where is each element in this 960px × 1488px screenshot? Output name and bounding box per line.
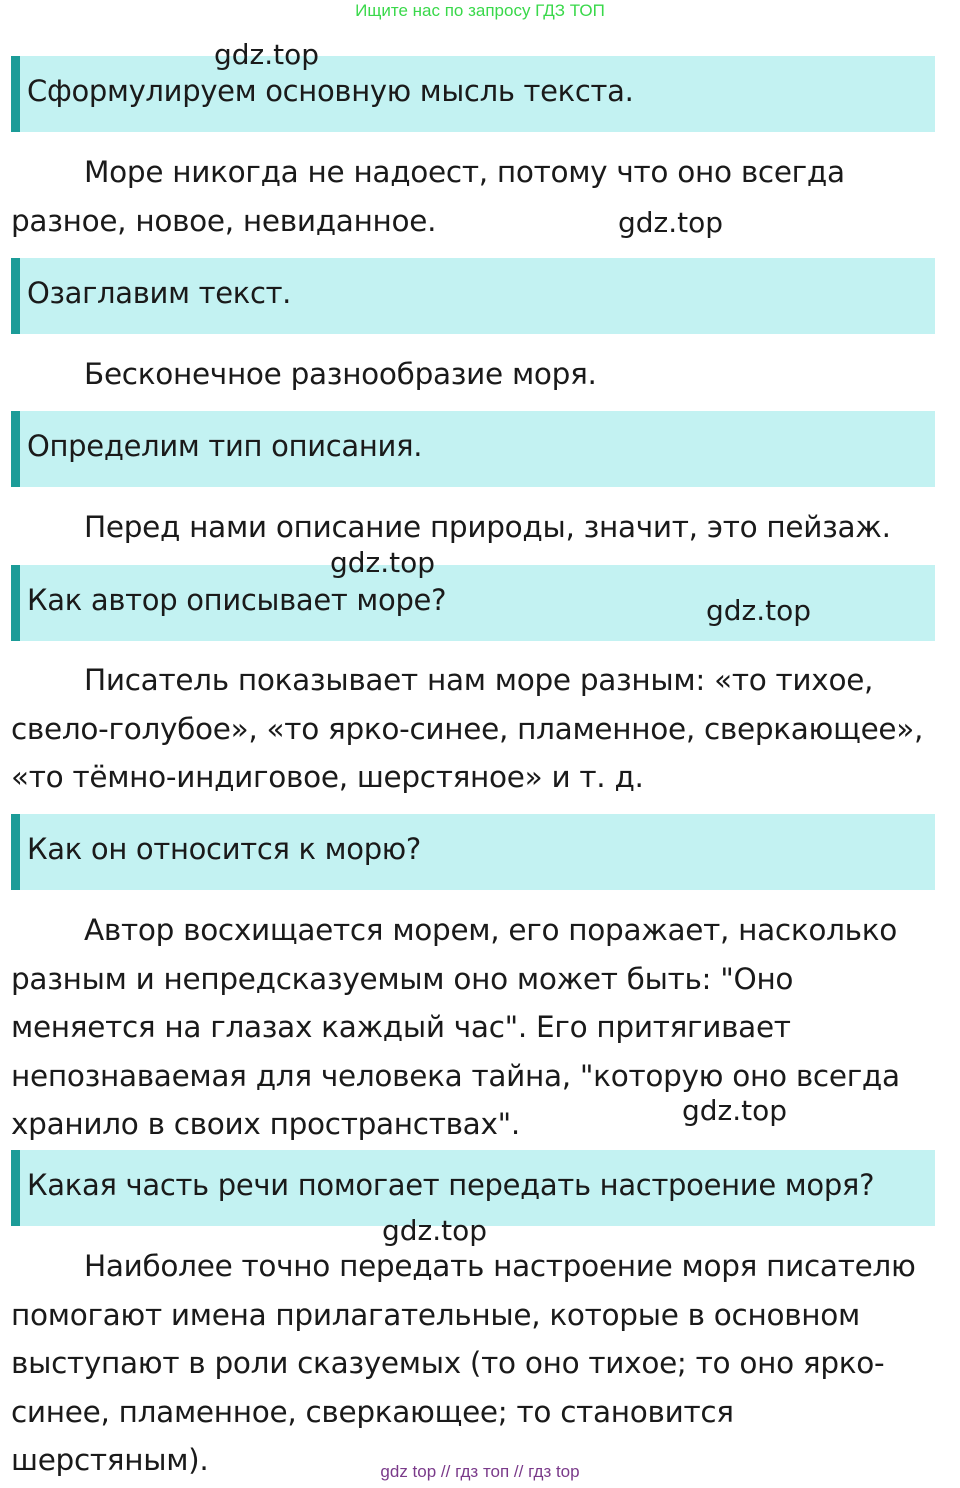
answer-text: Писатель показывает нам море разным: «то тихое, свело-голубое», «то ярко-синее, пламенное, сверкающее», «то тёмно-индиговое, шерстяное» и т. д. bbox=[11, 663, 924, 794]
answer-text: Море никогда не надоест, потому что оно всегда разное, новое, невиданное. bbox=[11, 155, 845, 238]
watermark: gdz.top bbox=[382, 1214, 488, 1247]
question-block-2 bbox=[11, 258, 935, 334]
answer-text: Перед нами описание природы, значит, это пейзаж. bbox=[84, 510, 891, 544]
question-text: Какая часть речи помогает передать настроение моря? bbox=[27, 1168, 875, 1202]
answer-text: Наиболее точно передать настроение моря писателю помогают имена прилагательные, которые в основном выступают в роли сказуемых (то оно тихое; то оно ярко-синее, пламенное, сверкающее; то становится шерстяным). bbox=[11, 1249, 916, 1477]
question-text: Озаглавим текст. bbox=[27, 276, 292, 310]
question-text: Сформулируем основную мысль текста. bbox=[27, 74, 634, 108]
answer-text: Бесконечное разнообразие моря. bbox=[84, 357, 597, 391]
answer-text: Автор восхищается морем, его поражает, насколько разным и непредсказуемым оно может быть: "Оно меняется на глазах каждый час". Его притягивает непознаваемая для человека тайна, "которую оно всегда хранило в своих пространствах". bbox=[11, 913, 900, 1141]
watermark: gdz.top bbox=[706, 594, 812, 627]
question-text: Как автор описывает море? bbox=[27, 583, 447, 617]
watermark: gdz.top bbox=[618, 206, 724, 239]
question-text: Как он относится к морю? bbox=[27, 832, 422, 866]
watermark: gdz.top bbox=[214, 38, 320, 71]
question-block-5 bbox=[11, 814, 935, 890]
footer-links: gdz top // гдз топ // гдз top bbox=[380, 1462, 580, 1481]
question-text: Определим тип описания. bbox=[27, 429, 423, 463]
top-banner: Ищите нас по запросу ГДЗ ТОП bbox=[355, 1, 605, 20]
watermark: gdz.top bbox=[682, 1094, 788, 1127]
watermark: gdz.top bbox=[330, 546, 436, 579]
question-block-3 bbox=[11, 411, 935, 487]
question-block-1 bbox=[11, 56, 935, 132]
